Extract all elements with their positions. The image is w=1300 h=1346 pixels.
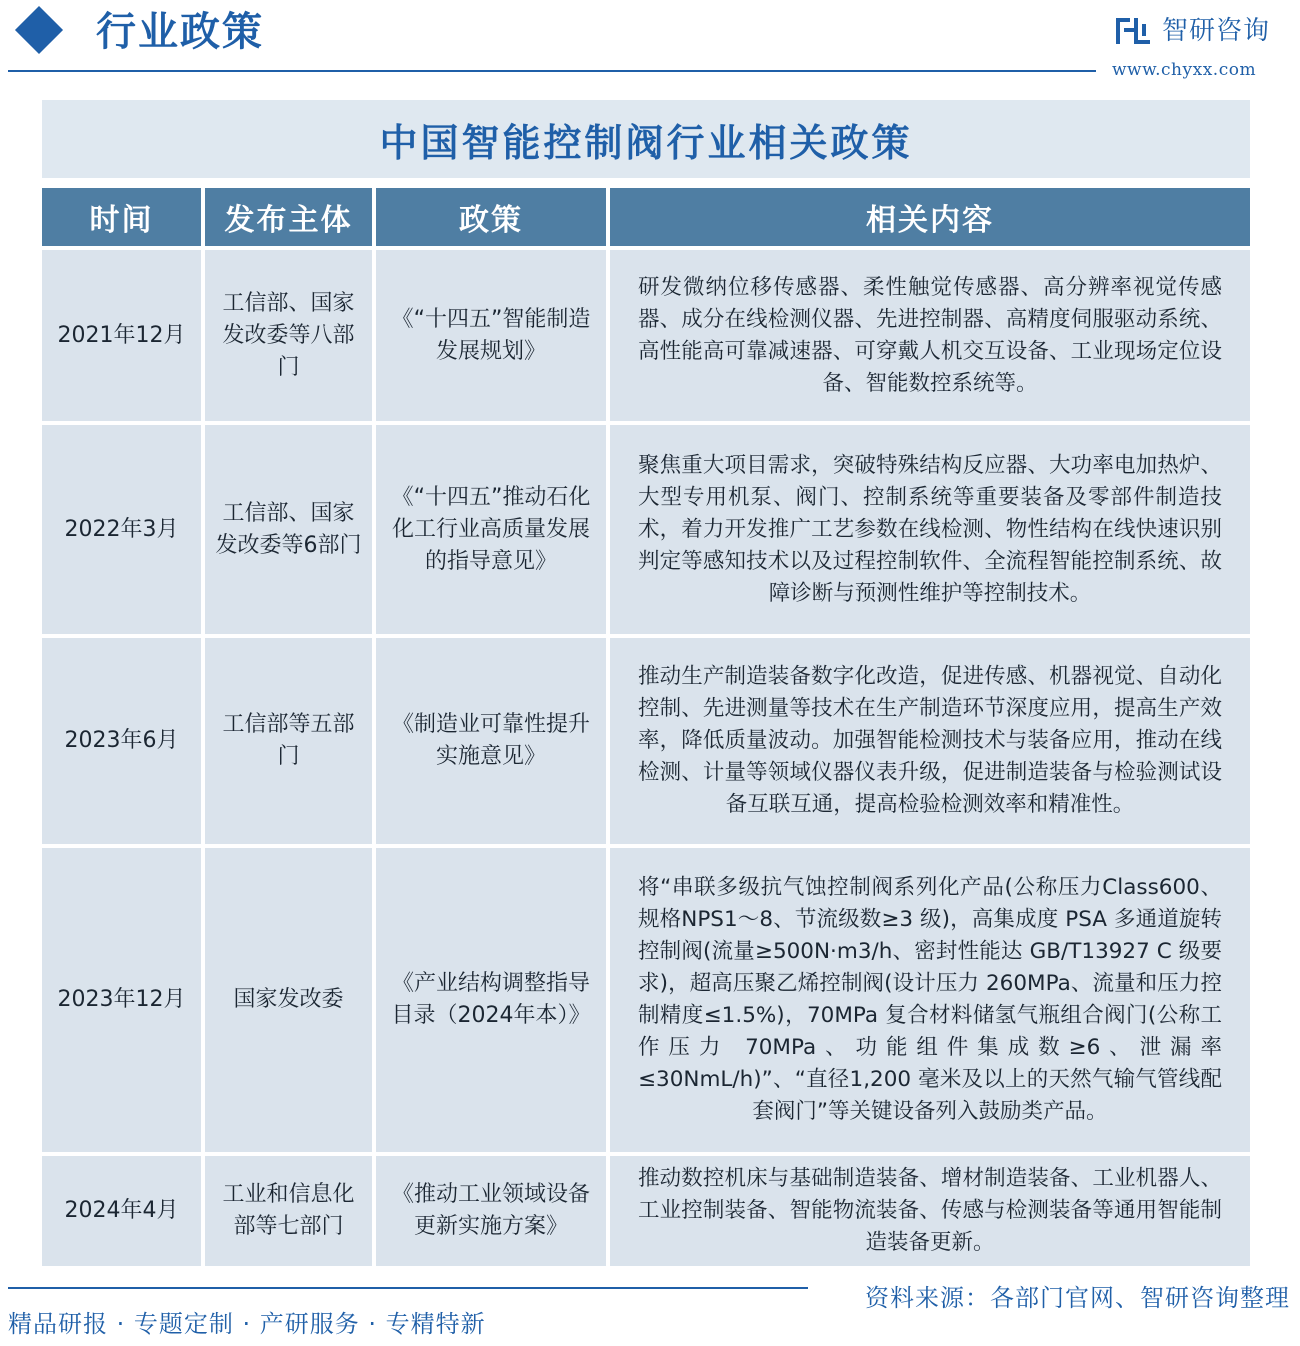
brand-name: 智研咨询 xyxy=(1162,16,1271,46)
table-row xyxy=(42,250,1250,421)
title-banner xyxy=(42,100,1250,178)
cell-policy: 《产业结构调整指导目录（2024年本）》 xyxy=(376,848,606,1152)
cell-policy: 《“十四五”推动石化化工行业高质量发展的指导意见》 xyxy=(376,425,606,634)
cell-issuer: 工业和信息化部等七部门 xyxy=(205,1156,372,1266)
header-divider xyxy=(8,70,1096,72)
table-header-row xyxy=(42,188,1250,246)
cell-content: 将“串联多级抗气蚀控制阀系列化产品(公称压力Class600、规格NPS1～8、节流级数≥3 级)，高集成度 PSA 多通道旋转控制阀(流量≥500N·m3/h、密封性能达 GB/T13927 C 级要求)，超高压聚乙烯控制阀(设计压力 260MPa、流量和压力控制精度≤1.5%)，70MPa 复合材料储氢气瓶组合阀门(公称工作压力 70MPa、功能组件集成数≥6、泄漏率≤30NmL/h)”、“直径1,200 毫米及以上的天然气输气管线配套阀门”等关键设备列入鼓励类产品。 xyxy=(610,848,1250,1152)
column-header-content: 相关内容 xyxy=(610,188,1250,246)
cell-time: 2024年4月 xyxy=(42,1156,201,1266)
cell-issuer: 国家发改委 xyxy=(205,848,372,1152)
table-title: 中国智能控制阀行业相关政策 xyxy=(379,119,913,165)
table-row xyxy=(42,638,1250,844)
brand-logo-icon xyxy=(1114,14,1152,48)
cell-time: 2023年12月 xyxy=(42,848,201,1152)
table-row xyxy=(42,425,1250,634)
policy-table xyxy=(42,188,1250,1270)
cell-issuer: 工信部、国家发改委等6部门 xyxy=(205,425,372,634)
column-header-time: 时间 xyxy=(42,188,201,246)
cell-content: 推动生产制造装备数字化改造，促进传感、机器视觉、自动化控制、先进测量等技术在生产制造环节深度应用，提高生产效率，降低质量波动。加强智能检测技术与装备应用，推动在线检测、计量等领域仪器仪表升级，促进制造装备与检验测试设备互联互通，提高检验检测效率和精准性。 xyxy=(610,638,1250,844)
cell-time: 2022年3月 xyxy=(42,425,201,634)
section-title: 行业政策 xyxy=(96,9,264,55)
cell-content: 推动数控机床与基础制造装备、增材制造装备、工业机器人、工业控制装备、智能物流装备、传感与检测装备等通用智能制造装备更新。 xyxy=(610,1156,1250,1266)
cell-policy: 《推动工业领域设备更新实施方案》 xyxy=(376,1156,606,1266)
column-header-policy: 政策 xyxy=(376,188,606,246)
diamond-icon xyxy=(15,6,63,54)
source-note: 资料来源：各部门官网、智研咨询整理 xyxy=(865,1284,1290,1312)
table-row xyxy=(42,1156,1250,1266)
footer-divider xyxy=(8,1287,808,1289)
table-row xyxy=(42,848,1250,1152)
cell-policy: 《“十四五”智能制造发展规划》 xyxy=(376,250,606,421)
cell-issuer: 工信部等五部门 xyxy=(205,638,372,844)
cell-content: 聚焦重大项目需求，突破特殊结构反应器、大功率电加热炉、大型专用机泵、阀门、控制系统等重要装备及零部件制造技术，着力开发推广工艺参数在线检测、物性结构在线快速识别判定等感知技术以及过程控制软件、全流程智能控制系统、故障诊断与预测性维护等控制技术。 xyxy=(610,425,1250,634)
cell-issuer: 工信部、国家发改委等八部门 xyxy=(205,250,372,421)
cell-content: 研发微纳位移传感器、柔性触觉传感器、高分辨率视觉传感器、成分在线检测仪器、先进控制器、高精度伺服驱动系统、高性能高可靠减速器、可穿戴人机交互设备、工业现场定位设备、智能数控系统等。 xyxy=(610,250,1250,421)
page-header xyxy=(0,0,1300,80)
footer-slogan: 精品研报 · 专题定制 · 产研服务 · 专精特新 xyxy=(8,1310,486,1338)
column-header-issuer: 发布主体 xyxy=(205,188,372,246)
cell-time: 2021年12月 xyxy=(42,250,201,421)
brand-url: www.chyxx.com xyxy=(1112,60,1257,80)
cell-policy: 《制造业可靠性提升实施意见》 xyxy=(376,638,606,844)
cell-time: 2023年6月 xyxy=(42,638,201,844)
